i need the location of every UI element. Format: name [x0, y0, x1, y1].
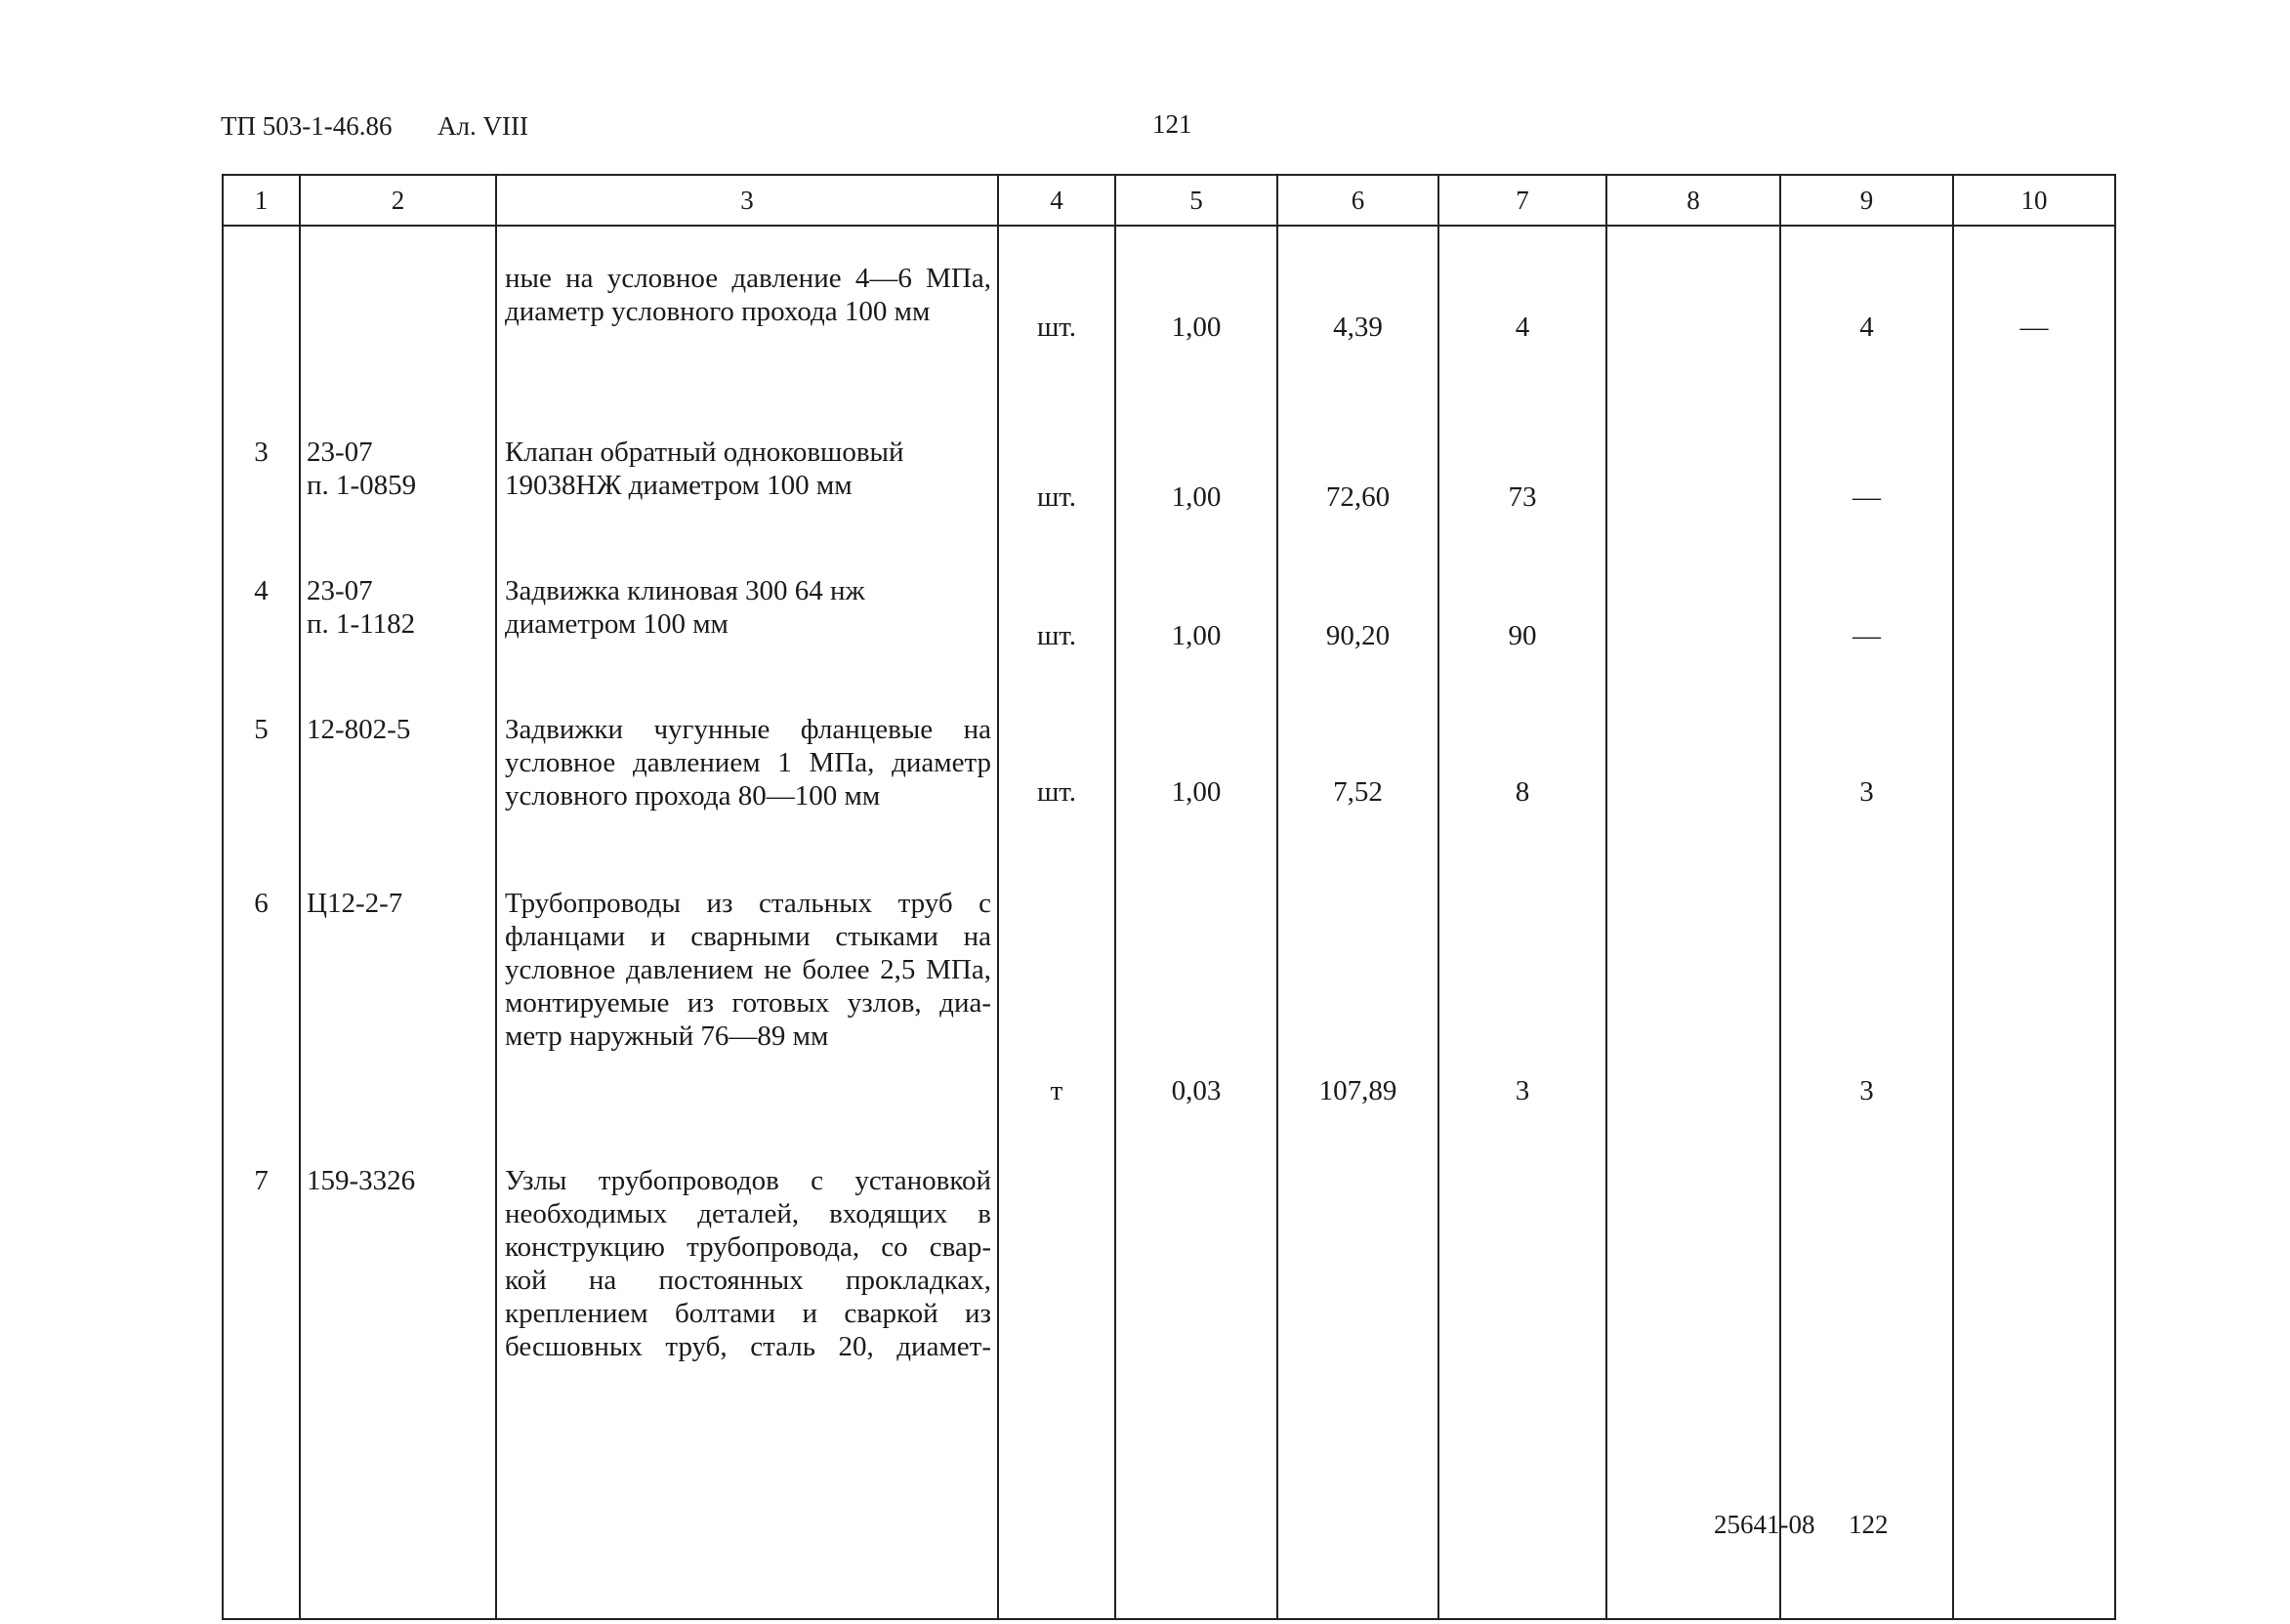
col-header-10: 10	[1953, 175, 2115, 226]
table-row	[223, 566, 2115, 705]
footer-document-number: 25641-08	[1714, 1510, 1815, 1539]
row-description	[496, 879, 998, 1156]
code-line: Ц12-2-7	[307, 888, 403, 919]
description-line: Задвижки чугунные фланцевые на	[505, 714, 991, 745]
table-row	[223, 879, 2115, 1156]
column-header-row	[223, 175, 2115, 226]
estimate-table	[222, 174, 2116, 1620]
description-line: креплением болтами и сваркой из	[505, 1298, 991, 1329]
row-quantity: 1,00	[1115, 705, 1277, 879]
row-code	[300, 428, 496, 566]
row-col9: 3	[1780, 705, 1953, 879]
row-quantity: 1,00	[1115, 428, 1277, 566]
row-code	[300, 879, 496, 1156]
table-row	[223, 226, 2115, 428]
row-description	[496, 705, 998, 879]
description-line: фланцами и сварными стыками на	[505, 921, 991, 952]
row-price: 107,89	[1277, 879, 1438, 1156]
row-total	[1438, 1156, 1606, 1619]
row-description	[496, 566, 998, 705]
table-row	[223, 705, 2115, 879]
code-line: 12-802-5	[307, 714, 411, 745]
row-price: 4,39	[1277, 226, 1438, 428]
code-line: 159-3326	[307, 1165, 416, 1196]
row-unit: шт.	[998, 566, 1115, 705]
row-unit: шт.	[998, 428, 1115, 566]
row-quantity: 1,00	[1115, 566, 1277, 705]
row-code	[300, 566, 496, 705]
description-line: условное давлением 1 МПа, диаметр	[505, 747, 991, 778]
row-unit	[998, 1156, 1115, 1619]
row-quantity: 0,03	[1115, 879, 1277, 1156]
row-unit: шт.	[998, 705, 1115, 879]
description-line: ные на условное давление 4—6 МПа,	[505, 263, 991, 294]
document-code: ТП 503-1-46.86	[221, 111, 393, 141]
row-col9: 4	[1780, 226, 1953, 428]
row-col10	[1953, 428, 2115, 566]
col-header-3: 3	[496, 175, 998, 226]
row-quantity: 1,00	[1115, 226, 1277, 428]
col-header-7: 7	[1438, 175, 1606, 226]
description-line: условное давлением не более 2,5 МПа,	[505, 954, 991, 985]
footer-page-number: 122	[1849, 1510, 1889, 1539]
row-unit: шт.	[998, 226, 1115, 428]
row-total: 3	[1438, 879, 1606, 1156]
description-line: Узлы трубопроводов с установкой	[505, 1165, 991, 1196]
col-header-9: 9	[1780, 175, 1953, 226]
description-line: бесшовных труб, сталь 20, диамет-	[505, 1331, 991, 1362]
description-line: диаметром 100 мм	[505, 608, 729, 640]
code-line: п. 1-1182	[307, 608, 416, 640]
row-col9	[1780, 1156, 1953, 1619]
row-number: 7	[223, 1156, 300, 1619]
row-price: 7,52	[1277, 705, 1438, 879]
description-line: конструкцию трубопровода, со свар-	[505, 1231, 991, 1263]
row-col8	[1606, 428, 1780, 566]
description-line: метр наружный 76—89 мм	[505, 1020, 829, 1052]
description-line: необходимых деталей, входящих в	[505, 1198, 991, 1229]
album-number: Ал. VIII	[437, 111, 528, 141]
row-number: 4	[223, 566, 300, 705]
row-col10: —	[1953, 226, 2115, 428]
row-code	[300, 1156, 496, 1619]
table-row	[223, 428, 2115, 566]
row-total: 73	[1438, 428, 1606, 566]
description-line: монтируемые из готовых узлов, диа-	[505, 987, 991, 1019]
row-col9: —	[1780, 428, 1953, 566]
col-header-2: 2	[300, 175, 496, 226]
code-line: п. 1-0859	[307, 470, 417, 501]
row-total: 8	[1438, 705, 1606, 879]
row-price: 72,60	[1277, 428, 1438, 566]
code-line: 23-07	[307, 575, 373, 606]
row-number: 6	[223, 879, 300, 1156]
row-code	[300, 705, 496, 879]
table-row	[223, 1156, 2115, 1619]
col-header-8: 8	[1606, 175, 1780, 226]
description-line: Задвижка клиновая 300 64 нж	[505, 575, 865, 606]
description-line: Клапан обратный одноковшовый	[505, 437, 904, 468]
row-code	[300, 226, 496, 428]
row-number	[223, 226, 300, 428]
description-line: условного прохода 80—100 мм	[505, 780, 881, 812]
row-col10	[1953, 1156, 2115, 1619]
row-col9: —	[1780, 566, 1953, 705]
row-description	[496, 428, 998, 566]
description-line: диаметр условного прохода 100 мм	[505, 296, 931, 327]
row-description	[496, 1156, 998, 1619]
row-col8	[1606, 226, 1780, 428]
col-header-6: 6	[1277, 175, 1438, 226]
row-col10	[1953, 879, 2115, 1156]
page-number: 121	[1152, 109, 1192, 139]
row-col10	[1953, 566, 2115, 705]
row-col8	[1606, 705, 1780, 879]
row-col8	[1606, 1156, 1780, 1619]
col-header-4: 4	[998, 175, 1115, 226]
row-quantity	[1115, 1156, 1277, 1619]
col-header-1: 1	[223, 175, 300, 226]
description-line: Трубопроводы из стальных труб с	[505, 888, 991, 919]
row-total: 4	[1438, 226, 1606, 428]
code-line: 23-07	[307, 437, 373, 468]
row-total: 90	[1438, 566, 1606, 705]
row-number: 3	[223, 428, 300, 566]
row-col8	[1606, 566, 1780, 705]
row-col9: 3	[1780, 879, 1953, 1156]
row-col10	[1953, 705, 2115, 879]
row-unit: т	[998, 879, 1115, 1156]
row-description	[496, 226, 998, 428]
description-line: кой на постоянных прокладках,	[505, 1265, 991, 1296]
col-header-5: 5	[1115, 175, 1277, 226]
row-number: 5	[223, 705, 300, 879]
row-col8	[1606, 879, 1780, 1156]
row-price	[1277, 1156, 1438, 1619]
row-price: 90,20	[1277, 566, 1438, 705]
description-line: 19038НЖ диаметром 100 мм	[505, 470, 853, 501]
